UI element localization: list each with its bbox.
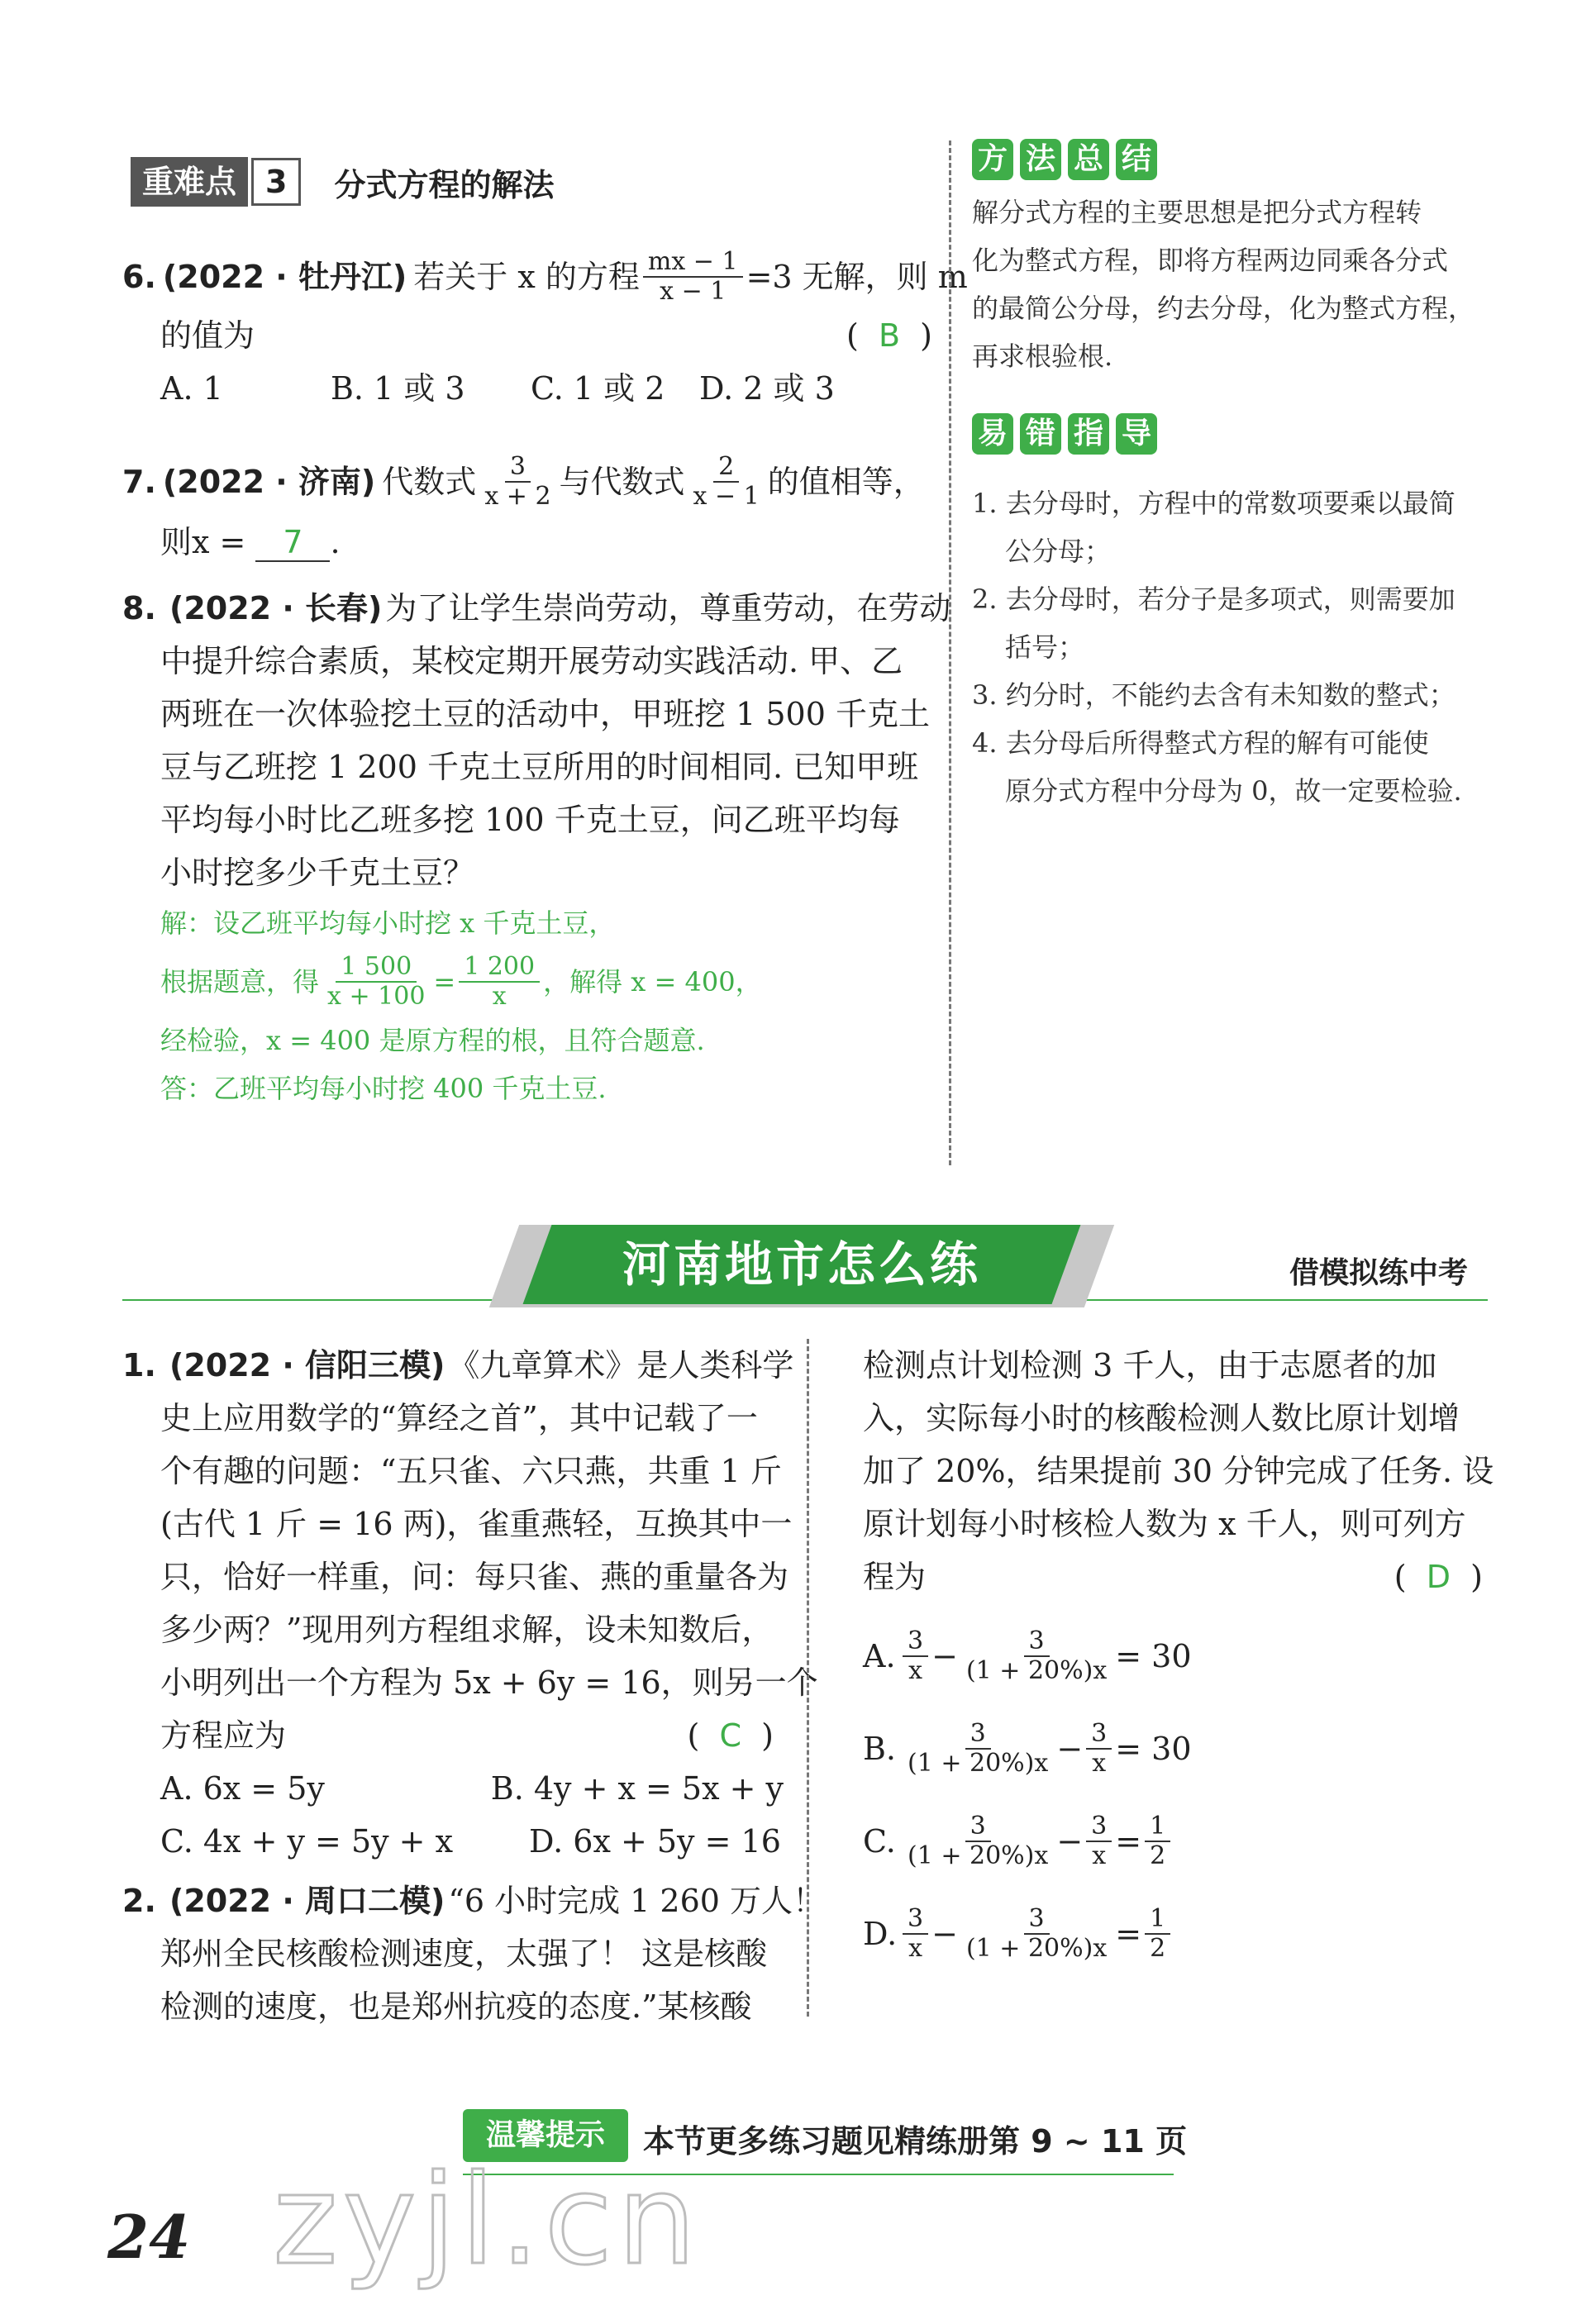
- q6-answer-bracket: ( B ): [846, 317, 932, 354]
- q8-solution-equation: [160, 947, 941, 1017]
- q7-tail: .: [330, 524, 341, 560]
- q8-sol-frac-1: [322, 953, 430, 1011]
- q8-line: 小时挖多少千克土豆？: [160, 855, 475, 891]
- q8-line: 中提升综合素质，某校定期开展劳动实践活动. 甲、乙: [160, 643, 903, 679]
- p2-opt-den: (1 + 20%)x: [908, 1841, 1049, 1870]
- method-tag: 结: [1116, 139, 1157, 180]
- p2-number: 2.: [122, 1883, 156, 1919]
- p2-opt-label: B.: [863, 1731, 897, 1767]
- section-title: 分式方程的解法: [334, 166, 555, 203]
- q8-sol-f1-num: 1 500: [336, 953, 417, 983]
- p1-line: 多少两？”现用列方程组求解，设未知数后，: [160, 1612, 774, 1648]
- p2-opt-den: (1 + 20%)x: [908, 1749, 1049, 1778]
- q8-sol-text-b: ，解得 x = 400，: [543, 966, 762, 998]
- p2-opt-frac: [961, 1905, 1112, 1963]
- q8-line: 为了让学生崇尚劳动，尊重劳动，在劳动: [385, 590, 951, 626]
- p2-right-line: 加了 20%，结果提前 30 分钟完成了任务. 设: [863, 1453, 1494, 1489]
- q8-sol-frac-2: [459, 953, 540, 1011]
- p1-options-row-1: [160, 1762, 784, 1815]
- q6-fraction: [643, 248, 743, 306]
- q6-option-d: D. 2 或 3: [699, 370, 835, 407]
- q6-text-c: 的值为: [160, 317, 255, 354]
- q6-frac-den: x − 1: [660, 277, 727, 306]
- p1-line: 史上应用数学的“算经之首”，其中记载了一: [160, 1400, 758, 1436]
- q7-f1-den: x + 2: [484, 482, 551, 511]
- badge-number: 3: [251, 158, 301, 206]
- practice-2-left: [122, 1874, 825, 2033]
- q8-source: (2022 · 长春): [169, 590, 383, 626]
- p1-option-c: C. 4x + y = 5y + x: [160, 1823, 454, 1860]
- question-6: [122, 247, 968, 415]
- p2-line: 郑州全民核酸检测速度，太强了！ 这是核酸: [160, 1936, 768, 1972]
- p2-answer: D: [1426, 1559, 1451, 1595]
- question-7: [122, 453, 932, 569]
- q6-number: 6.: [122, 259, 156, 295]
- q7-answer: 7: [283, 524, 303, 560]
- method-line: 再求根验根.: [972, 341, 1113, 372]
- q6-source: (2022 · 牡丹江): [162, 259, 407, 295]
- q7-f2-den: x − 1: [693, 482, 760, 511]
- p2-source: (2022 · 周口二模): [169, 1883, 445, 1919]
- p1-option-d: D. 6x + 5y = 16: [529, 1823, 781, 1860]
- error-line: 4. 去分母后所得整式方程的解有可能使: [972, 727, 1429, 759]
- method-summary: [972, 139, 1501, 380]
- q7-f1-num: 3: [505, 453, 531, 483]
- q8-solution-line: 解：设乙班平均每小时挖 x 千克土豆，: [160, 907, 616, 939]
- q6-option-c: C. 1 或 2: [531, 370, 665, 407]
- q6-options: [160, 362, 932, 415]
- error-line: 公分母；: [1005, 536, 1112, 567]
- tip-text: 本节更多练习题见精练册第 9 ~ 11 页: [643, 2123, 1188, 2160]
- p2-opt-den: (1 + 20%)x: [965, 1934, 1108, 1963]
- practice-1: [122, 1339, 818, 1868]
- question-8: [122, 582, 951, 1112]
- error-tag: 指: [1068, 413, 1109, 455]
- p2-opt-num: 3: [903, 1627, 928, 1657]
- p1-answer: C: [719, 1717, 742, 1754]
- p1-number: 1.: [122, 1347, 156, 1383]
- q8-sol-f2-num: 1 200: [459, 953, 540, 983]
- q6-answer: B: [878, 317, 901, 354]
- q7-fraction-1: [479, 453, 555, 511]
- method-tag: 法: [1020, 139, 1061, 180]
- p2-opt-num: 3: [1086, 1812, 1112, 1842]
- q7-number: 7.: [122, 464, 156, 500]
- column-divider-bottom: [807, 1339, 809, 2017]
- p2-right-line: 程为: [863, 1559, 927, 1595]
- tip-label: 温馨提示: [463, 2109, 628, 2162]
- error-tag: 错: [1020, 413, 1061, 455]
- p1-source: (2022 · 信阳三模): [169, 1347, 445, 1383]
- page-number: 24: [107, 2202, 191, 2272]
- practice-2-right: [863, 1339, 1494, 1980]
- p2-right-line: 原计划每小时核检人数为 x 千人，则可列方: [863, 1506, 1466, 1542]
- error-line: 2. 去分母时，若分子是多项式，则需要加: [972, 583, 1455, 615]
- p1-line: 只，恰好一样重，问：每只雀、燕的重量各为: [160, 1559, 789, 1595]
- method-line: 的最简公分母，约去分母，化为整式方程，: [972, 293, 1475, 324]
- p2-opt-op: −: [931, 1916, 958, 1952]
- q8-sol-text: 根据题意，得: [160, 966, 320, 998]
- badge-text: 重难点: [142, 164, 237, 200]
- p2-opt-label: A.: [863, 1638, 896, 1674]
- column-divider-top: [949, 140, 951, 1165]
- section-header: [131, 155, 554, 208]
- p2-opt-den: x: [908, 1934, 922, 1963]
- p2-opt-frac: [903, 1812, 1053, 1870]
- p1-option-b: B. 4y + x = 5x + y: [490, 1770, 784, 1807]
- method-line: 解分式方程的主要思想是把分式方程转: [972, 197, 1422, 228]
- p2-opt-num: 3: [965, 1812, 991, 1842]
- p2-opt-op: −: [1056, 1731, 1084, 1767]
- p2-option-b: [863, 1703, 1491, 1795]
- p1-answer-bracket: ( C ): [687, 1717, 774, 1754]
- p2-answer-bracket: ( D ): [1394, 1559, 1483, 1595]
- q7-text-d: 则x =: [160, 524, 246, 560]
- p2-line: “6 小时完成 1 260 万人！: [448, 1883, 825, 1919]
- p2-opt-eq: = 30: [1115, 1638, 1192, 1674]
- p2-opt-label: D.: [863, 1916, 898, 1952]
- p2-opt-num: 3: [903, 1905, 928, 1935]
- p2-opt-num: 3: [1024, 1905, 1050, 1935]
- q8-line: 豆与乙班挖 1 200 千克土豆所用的时间相同. 已知甲班: [160, 749, 919, 785]
- p2-option-c: [863, 1795, 1491, 1888]
- q8-solution-line: 经检验，x = 400 是原方程的根，且符合题意.: [160, 1025, 705, 1056]
- p1-line: 方程应为: [160, 1717, 287, 1754]
- p1-line: 《九章算术》是人类科学: [448, 1347, 794, 1383]
- p2-opt-num: 1: [1145, 1812, 1170, 1842]
- p2-opt-num: 1: [1145, 1905, 1170, 1935]
- q8-number: 8.: [122, 590, 156, 626]
- p2-opt-frac: [1145, 1812, 1170, 1870]
- error-line: 3. 约分时，不能约去含有未知数的整式；: [972, 679, 1455, 711]
- method-tag: 总: [1068, 139, 1109, 180]
- q8-sol-eq: =: [433, 966, 456, 998]
- watermark: zyjl.cn: [273, 2149, 702, 2293]
- error-line: 括号；: [1005, 631, 1085, 663]
- p2-options: [863, 1610, 1491, 1980]
- q7-answer-blank: [255, 524, 330, 562]
- p2-opt-num: 3: [1086, 1720, 1112, 1750]
- error-tag: 导: [1116, 413, 1157, 455]
- p2-opt-frac: [903, 1627, 928, 1685]
- p2-option-d: [863, 1888, 1491, 1980]
- q6-option-a: A. 1: [160, 370, 223, 407]
- error-tag: 易: [972, 413, 1013, 455]
- p2-opt-den: (1 + 20%)x: [965, 1656, 1108, 1685]
- method-tags: [972, 139, 1501, 180]
- error-line: 1. 去分母时，方程中的常数项要乘以最简: [972, 488, 1455, 519]
- p2-opt-num: 3: [1024, 1627, 1050, 1657]
- q7-text-a: 代数式: [382, 464, 477, 500]
- q7-text-b: 与代数式: [559, 464, 685, 500]
- p2-opt-den: 2: [1150, 1934, 1166, 1963]
- p2-opt-num: 3: [965, 1720, 991, 1750]
- p2-opt-eq: = 30: [1115, 1731, 1192, 1767]
- p2-opt-eq: =: [1115, 1823, 1142, 1860]
- p2-opt-op: −: [1056, 1823, 1084, 1860]
- p2-opt-den: x: [1092, 1841, 1107, 1870]
- p2-opt-frac: [903, 1720, 1053, 1778]
- p2-opt-frac: [1086, 1812, 1112, 1870]
- p1-option-a: A. 6x = 5y: [160, 1770, 325, 1807]
- p2-opt-eq: =: [1115, 1916, 1142, 1952]
- q8-sol-f2-den: x: [492, 982, 507, 1011]
- p1-line: 小明列出一个方程为 5x + 6y = 16，则另一个: [160, 1664, 818, 1701]
- q7-f2-num: 2: [713, 453, 739, 483]
- section-badge: [131, 157, 248, 207]
- p2-opt-frac: [961, 1627, 1112, 1685]
- p2-opt-frac: [1086, 1720, 1112, 1778]
- p2-opt-label: C.: [863, 1823, 896, 1860]
- p1-line: 个有趣的问题：“五只雀、六只燕，共重 1 斤: [160, 1453, 782, 1489]
- error-tags: [972, 413, 1501, 455]
- q8-line: 两班在一次体验挖土豆的活动中，甲班挖 1 500 千克土: [160, 696, 930, 732]
- q6-frac-num: mx − 1: [643, 248, 743, 278]
- p1-options-row-2: [160, 1815, 784, 1868]
- p2-right-line: 入，实际每小时的核酸检测人数比原计划增: [863, 1400, 1460, 1436]
- p2-opt-op: −: [931, 1638, 958, 1674]
- p2-opt-frac: [1145, 1905, 1170, 1963]
- p2-right-line: 检测点计划检测 3 千人，由于志愿者的加: [863, 1347, 1437, 1383]
- p2-opt-den: x: [908, 1656, 922, 1685]
- q8-solution: [160, 899, 941, 1112]
- q8-sol-f1-den: x + 100: [327, 982, 426, 1011]
- p2-opt-den: 2: [1150, 1841, 1166, 1870]
- q8-line: 平均每小时比乙班多挖 100 千克土豆，问乙班平均每: [160, 802, 900, 838]
- q7-source: (2022 · 济南): [162, 464, 376, 500]
- method-tag: 方: [972, 139, 1013, 180]
- q6-option-b: B. 1 或 3: [331, 370, 465, 407]
- p1-line: (古代 1 斤 = 16 两)，雀重燕轻，互换其中一: [160, 1506, 793, 1542]
- p2-line: 检测的速度，也是郑州抗疫的态度.”某核酸: [160, 1988, 752, 2025]
- q6-text-b: =3 无解，则 m: [746, 259, 968, 295]
- q6-text-a: 若关于 x 的方程: [413, 259, 640, 295]
- error-line: 原分式方程中分母为 0，故一定要检验.: [1005, 775, 1462, 807]
- method-line: 化为整式方程，即将方程两边同乘各分式: [972, 245, 1449, 276]
- error-guide: [972, 413, 1501, 815]
- p2-opt-den: x: [1092, 1749, 1107, 1778]
- q7-fraction-2: [688, 453, 765, 511]
- p2-opt-frac: [903, 1905, 928, 1963]
- banner-title: 河南地市怎么练: [622, 1236, 981, 1293]
- banner-right-text: 借模拟练中考: [1289, 1256, 1469, 1290]
- p2-option-a: [863, 1610, 1491, 1703]
- q8-solution-line: 答：乙班平均每小时挖 400 千克土豆.: [160, 1073, 607, 1104]
- q7-text-c: 的值相等，: [767, 464, 925, 500]
